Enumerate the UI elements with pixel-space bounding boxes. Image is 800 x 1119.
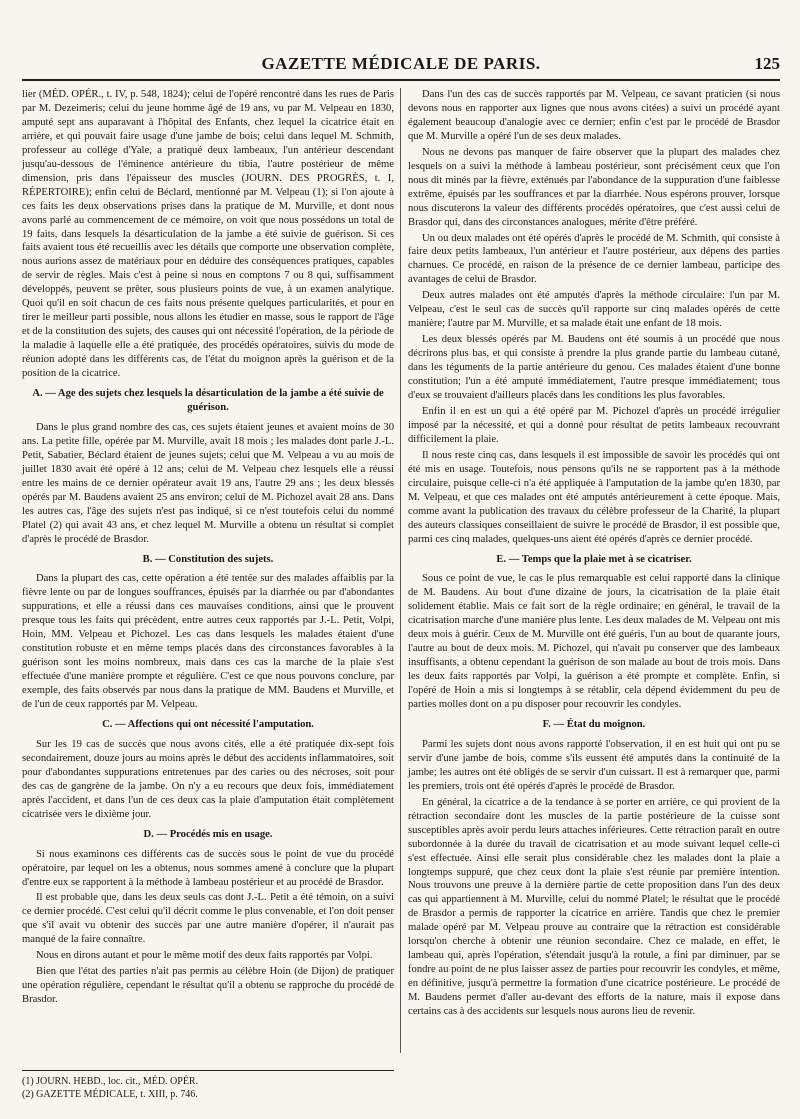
paragraph: Bien que l'état des parties n'ait pas permis au célèbre Hoin (de Dijon) de pratiquer une opération régulière, cependant le résultat qu'il a obtenu se rapproche du procédé de Brasdor. <box>22 966 394 1006</box>
section-heading-b: B. — Constitution des sujets. <box>142 553 274 565</box>
paragraph: Dans l'un des cas de succès rapportés par M. Velpeau, ce savant praticien (si nous devons nous en rapporter aux lignes que nous avons citées) a suivi un procédé ayant également beaucoup d'analogie avec ce dernier; enfin c'est par le procédé de Brasdor que M. Murville a opéré l'un de ses deux malades. <box>408 89 780 142</box>
footnote-rule <box>22 1070 394 1071</box>
section-heading-e: E. — Temps que la plaie met à se cicatriser. <box>496 553 692 565</box>
journal-title: GAZETTE MÉDICALE DE PARIS. <box>261 54 541 73</box>
paragraph: Un ou deux malades ont été opérés d'après le procédé de M. Schmith, qui consiste à faire deux petits lambeaux, l'un antérieur et l'autre postérieur, aux dépens des parties charnues. Ce procédé, en raison de la présence de ce dernier lambeau, participe des avantages de celui de Brasdor. <box>408 232 780 286</box>
paragraph: Dans la plupart des cas, cette opération a été tentée sur des malades affaiblis par la fièvre lente ou par de longues souffrances, épuisés par la diarrhée ou par d'abondantes suppurations, et elle a réussi dans ces mauvaises conditions, ainsi que le prouvent presque tous les faits qui précèdent, entre autres ceux rapportés par J.-L. Petit, Volpi, Hoin, MM. Velpeau et Pichozel. Les cas dans lesquels les malades étaient d'une constitution robuste et en même temps placés dans des circonstances favorables à la guérison sont les moins nombreux, mais dans ces cas la marche de la plaie s'est effectuée d'une manière prompte et régulière. C'est ce que nous pouvons conclure, par exemple, des faits observés par nous dans la pratique de MM. Baudens et Murville, et de l'un de ceux rapportés par M. Velpeau. <box>22 573 394 711</box>
paragraph: Nous en dirons autant et pour le même motif des deux faits rapportés par Volpi. <box>36 950 373 962</box>
paragraph: lier (MÉD. OPÉR., t. IV, p. 548, 1824); celui de l'opéré rencontré dans les rues de Paris par M. Dezeimeris; celui du jeune homme âgé de 19 ans, vu par M. Velpeau en 1830, amputé sept ans auparavant à l'hôpital des Enfants, chez lequel la cicatrice était en arrière, et qui pouvait faire usage d'une jambe de bois; celui dans lequel M. Schmith, professeur au collége d'Yale, a pratiqué deux lambeaux, l'un antérieur descendant jusqu'au-dessous de l'éminence antérieure du tibia, l'autre postérieur de même dimension, pris dans l'épaisseur des muscles (JOURN. DES PROGRÈS, t. I, RÉPERTOIRE); enfin celui de Béclard, mentionné par M. Velpeau (1); si l'on ajoute à ces faits les deux observations prises dans la pratique de M. Murville, et dont nous avons parlé au commencement de ce mémoire, on voit que nous possédons un total de 19 faits, dans lesquels la désarticulation de la jambe a été suivie de guérison. Si ces faits avaient tous été recueillis avec les détails que comporte une observation complète, nous aurions assez de matériaux pour en déduire des conséquences pratiques, capables de servir de règles. Mais c'est à peine si nous en comptons 7 ou 8 qui, suffisamment développés, peuvent se prêter, sous plusieurs points de vue, à un examen analytique. Quoi qu'il en soit chacun de ces faits nous présente quelques particularités, et pour en tirer le meilleur parti possible, nous allons les étudier en masse, sous le rapport de l'âge et de la constitution des sujets, des causes qui ont nécessité l'opération, de la période de la maladie à laquelle elle a été pratiquée, des procédés opératoires, suivis du mode de réunion adopté dans les différents cas, de l'état du moignon après la guérison et de la position de la cicatrice. <box>22 89 394 380</box>
header-rule <box>22 79 780 81</box>
page-number: 125 <box>754 54 780 73</box>
paragraph: Nous ne devons pas manquer de faire observer que la plupart des malades chez lesquels on a suivi la méthode à lambeau postérieur, sont précisément ceux que l'on nous dit minés par la fièvre, exténués par l'abondance de la suppuration d'une faiblesse extrême, épuisés par les souffrances et par la diarrhée. Nous espérons prouver, lorsque nous discuterons la valeur des différents procédés opératoires, que c'est aussi celui de Brasdor qui, dans des circonstances analogues, mérite d'être préféré. <box>408 146 780 228</box>
footnote: (1) JOURN. HEBD., loc. cit., MÉD. OPÉR. <box>22 1076 199 1087</box>
section-heading-a: A. — Age des sujets chez lesquels la désarticulation de la jambe a été suivie de guérison. <box>32 388 384 413</box>
footnote: (2) GAZETTE MÉDICALE, t. XIII, p. 746. <box>22 1088 198 1100</box>
paragraph: Les deux blessés opérés par M. Baudens ont été soumis à un procédé que nous décrirons plus bas, et qui consiste à prendre la plus grande partie du lambeau cutané, dans les téguments de la partie antérieure du genou. Ces malades étaient d'une bonne constitution; l'un a été amputé immédiatement, l'autre presque immédiatement; tous d'eux se trouvaient d'ailleurs placés dans les conditions les plus favorables. <box>408 334 780 402</box>
footnotes <box>22 1070 394 1101</box>
paragraph: Il nous reste cinq cas, dans lesquels il est impossible de savoir les procédés qui ont été mis en usage. Toutefois, nous pensons qu'ils ne se rapportent pas à la méthode circulaire, puisque celle-ci n'a été appliquée à l'amputation de la jambe qu'en 1830, par M. Velpeau, et que ces malades ont été amputés antérieurement à cette époque. Mais, comme avant la publication des travaux du célèbre professeur de la Charité, la plupart des auteurs classiques conseillaient de suivre le procédé de Brasdor, il est possible que, parmi ces cinq malades, quelques-uns aient été opérés d'après ce dernier procédé. <box>408 449 780 545</box>
paragraph: Enfin il en est un qui a été opéré par M. Pichozel d'après un procédé irrégulier imposé par la nécessité, et qui a donné pour résultat de petits lambeaux recouvrant difficilement la plaie. <box>408 405 780 445</box>
section-heading-c: C. — Affections qui ont nécessité l'amputation. <box>102 718 314 730</box>
paragraph: Deux autres malades ont été amputés d'après la méthode circulaire: l'un par M. Velpeau, c'est le seul cas de succès qu'il rapporte sur cinq malades opérés de cette manière; l'autre par M. Murville, et sa malade était une enfant de 18 mois. <box>408 290 780 330</box>
paragraph: Dans le plus grand nombre des cas, ces sujets étaient jeunes et avaient moins de 30 ans. La petite fille, opérée par M. Murville, avait 18 mois ; les malades dont parle J.-L. Petit, Sabatier, Béclard étaient de jeunes sujets; celui que M. Velpeau a vu au mois de juillet 1830 avait été opéré à 12 ans; celui de M. Velpeau chez lesquels elle a réussi entre les mains de ce dernier opérateur avait 19 ans, l'autre 29 ans ; les deux blessés opérés par M. Baudens avaient 25 ans environ; celui de M. Pichozel avait 28 ans. Dans les autres cas, l'âge des sujets n'est pas indiqué, si ce n'est toutefois celui du nommé Platel (2) qui avait 43 ans, et chez lequel M. Murville a obtenu un résultat si complet d'après le procédé de Brasdor. <box>22 421 394 545</box>
paragraph: En général, la cicatrice a de la tendance à se porter en arrière, ce qui provient de la rétraction secondaire dont les muscles de la partie postérieure de la cuisse sont susceptibles après avoir perdu leurs attaches inférieures. Cette rétraction paraît en outre subordonnée à la durée du travail de cicatrisation et au mode suivant lequel celle-ci s'est effectuée. Ainsi elle serait plus considérable chez les malades dont la plaie a longtemps suppuré, que chez ceux dont la plaie s'est réunie par première intention. Nous trouvons une preuve à la dernière partie de cette proposition dans l'un des deux cas qui appartiennent à M. Murville, celui du nommé Platel; le résultat que le procédé de Brasdor a permis de rapporter la cicatrice en arrière. Tandis que chez le premier malade opéré par M. Velpeau prouve au contraire que la rétraction est considérable lorsqu'on cherche à obtenir une réunion secondaire. Chez ce malade, en effet, le lambeau qui, après l'opération, s'étendait jusqu'à la rotule, a fini par diminuer, par se fondre au point de ne plus laisser assez de parties pour recouvrir les condyles, et même, en définitive, jusqu'à permettre la formation d'une cicatrice postérieure. Le procédé de M. Baudens permet d'aller au-devant des efforts de la nature, mais il expose dans certains cas à des accidents sur lesquels nous aurons lieu de revenir. <box>408 796 780 1018</box>
paragraph: Il est probable que, dans les deux seuls cas dont J.-L. Petit a été témoin, on a suivi ce dernier procédé. C'est celui qu'il décrit comme le plus convenable, et l'on doit penser que s'il avait vu obtenir des succès par une autre manière d'opérer, il n'aurait pas manqué de la faire connaître. <box>22 892 394 946</box>
left-column <box>22 88 394 1021</box>
section-heading-f: F. — État du moignon. <box>542 718 646 730</box>
masthead <box>22 54 780 76</box>
paragraph: Sur les 19 cas de succès que nous avons cités, elle a été pratiquée dix-sept fois secondairement, douze jours au moins après le début des accidents inflammatoires, soit pour d'abondantes suppurations entretenues par des caries ou des nécroses, soit pour des cas de gangrène de la jambe. On n'y a eu recours que deux fois, immédiatement après l'accident, et dans l'un de ces deux cas la plaie d'amputation était complètement cicatrisée vers le dixième jour. <box>22 738 394 820</box>
paragraph: Parmi les sujets dont nous avons rapporté l'observation, il en est huit qui ont pu se servir d'une jambe de bois, comme s'ils eussent été amputés dans la continuité de la jambe; les autres ont été obligés de se servir d'un cuissart. Il est à remarquer que, parmi les premiers, trois ont été opérés d'après le procédé de Brasdor. <box>408 738 780 792</box>
paragraph: Sous ce point de vue, le cas le plus remarquable est celui rapporté dans la clinique de M. Baudens. Au bout d'une dizaine de jours, la cicatrisation de la plaie était solidement établie. Mais ce fait sort de la règle ordinaire; en général, le travail de la cicatrisation marche d'une manière plus lente. Les deux malades de M. Velpeau ont mis deux mois à guérir. Ceux de M. Murville ont été guéris, l'un au bout de quarante jours, l'autre au bout de deux mois. M. Pichozel, qui n'avait pu conserver que des lambeaux insuffisants, a obtenu cependant la guérison de son malade au bout de trois mois. Dans les deux faits rapportés par Volpi, la guérison a été prompte et complète. Enfin, si l'opéré de Hoin a mis si longtemps à se rétablir, cela dépend évidemment du peu de parties molles dont on a pu disposer pour recouvrir les condyles. <box>408 573 780 711</box>
paragraph: Si nous examinons ces différents cas de succès sous le point de vue du procédé opératoire, par lequel on les a obtenus, nous sommes amené à conclure que la plupart d'entre eux se rapportent à la méthode à lambeau postérieur et au procédé de Brasdor. <box>22 848 394 888</box>
section-heading-d: D. — Procédés mis en usage. <box>143 828 273 840</box>
right-column <box>408 88 780 1021</box>
